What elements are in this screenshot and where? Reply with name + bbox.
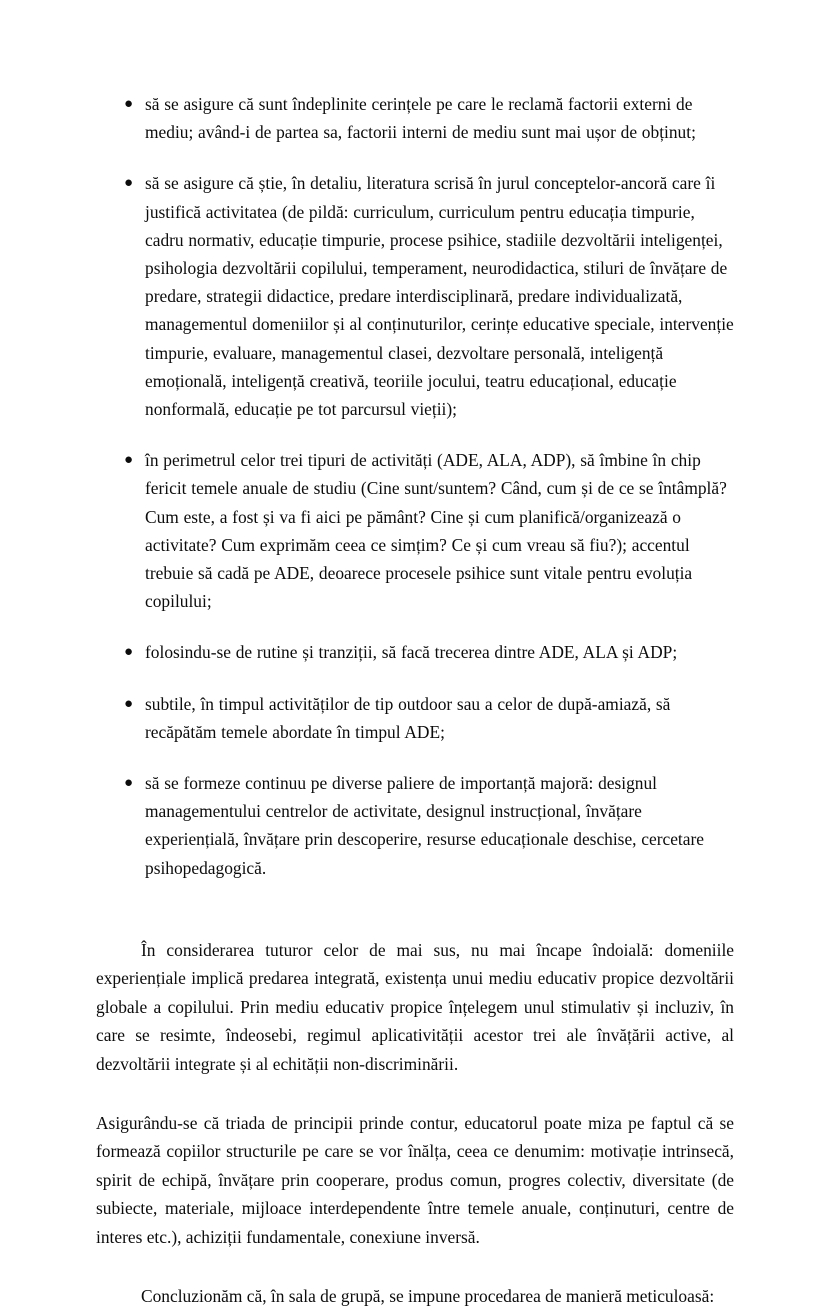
bullet-point-icon: ● [124,695,134,712]
list-item [96,446,734,615]
list-item [96,638,734,666]
list-item-text: să se formeze continuu pe diverse paliere de importanță majoră: designul managementului centrelor de activitate, designul instrucțional, învățare experiențială, învățare prin descoperire, resurse educaționale deschise, cercetare psihopedagogică. [145,773,704,878]
body-paragraph-experiential-domains: În considerarea tuturor celor de mai sus, nu mai încape îndoială: domeniile experiențiale implică predarea integrată, existența unui mediu educativ propice dezvoltării globale a copilului. Prin mediu educativ propice înțelegem unul stimulativ și incluziv, în care se resimte, îndeosebi, regimul aplicativității acestor trei ale învățării active, al dezvoltării integrate și al echității non-discriminării. [96,939,734,1074]
requirements-bullet-list [96,90,734,882]
list-item-text: să se asigure că știe, în detaliu, literatura scrisă în jurul conceptelor-ancoră care îi justifică activitatea (de pildă: curriculum, curriculum pentru educația timpurie, cadru normativ, educație timpurie, procese psihice, stadiile dezvoltării inteligenței, psihologia dezvoltării copilului, temperament, neurodidactica, stiluri de învățare de predare, strategii didactice, predare interdisciplinară, predare individualizată, managementul domeniilor și al conținuturilor, cerințe educative speciale, intervenție timpurie, evaluare, managementul clasei, dezvoltare personală, inteligență emoțională, inteligență creativă, teoriile jocului, teatru educațional, educație nonformală, educație pe tot parcursul vieții); [145,173,734,420]
list-item [96,690,734,746]
body-paragraph-triad-principles: Asigurându-se că triada de principii prinde contur, educatorul poate miza pe faptul că se formează copiilor structurile pe care se vor înălța, ceea ce denumim: motivație intrinsecă, spirit de echipă, învățare prin cooperare, produs comun, progres colectiv, diversitate (de subiecte, materiale, mijloace interdependente între temele anuale, conținuturi, centre de interes etc.), achiziții fundamentale, conexiune inversă. [96,1112,734,1247]
page-content [96,90,734,1310]
list-item [96,169,734,423]
bullet-point-icon: ● [124,96,134,112]
bullet-point-icon: ● [124,644,134,661]
bullet-point-icon: ● [124,452,134,469]
list-item-text: în perimetrul celor trei tipuri de activități (ADE, ALA, ADP), să îmbine în chip fericit temele anuale de studiu (Cine sunt/suntem? Când, cum și de ce se întâmplă? Cum este, a fost și va fi aici pe pământ? Cine și cum planifică/organizează o activitate? Cum exprimăm ceea ce simțim? Ce și cum vreau să fiu?); accentul trebuie să cadă pe ADE, deoarece procesele psihice sunt vitale pentru evoluția copilului; [145,450,727,612]
list-item-text: să se asigure că sunt îndeplinite cerințele pe care le reclamă factorii externi de mediu; având-i de partea sa, factorii interni de mediu sunt mai ușor de obținut; [145,94,696,143]
list-item [96,769,734,882]
body-paragraph-conclusion: Concluzionăm că, în sala de grupă, se impune procedarea de manieră meticuloasă: [141,1285,715,1306]
list-item-text: subtile, în timpul activităților de tip outdoor sau a celor de după-amiază, să recăpătăm temele abordate în timpul ADE; [145,693,671,742]
bullet-point-icon: ● [124,175,134,192]
list-item [96,90,734,146]
list-item-text: folosindu-se de rutine și tranziții, să facă trecerea dintre ADE, ALA și ADP; [145,642,678,663]
bullet-point-icon: ● [124,775,134,792]
